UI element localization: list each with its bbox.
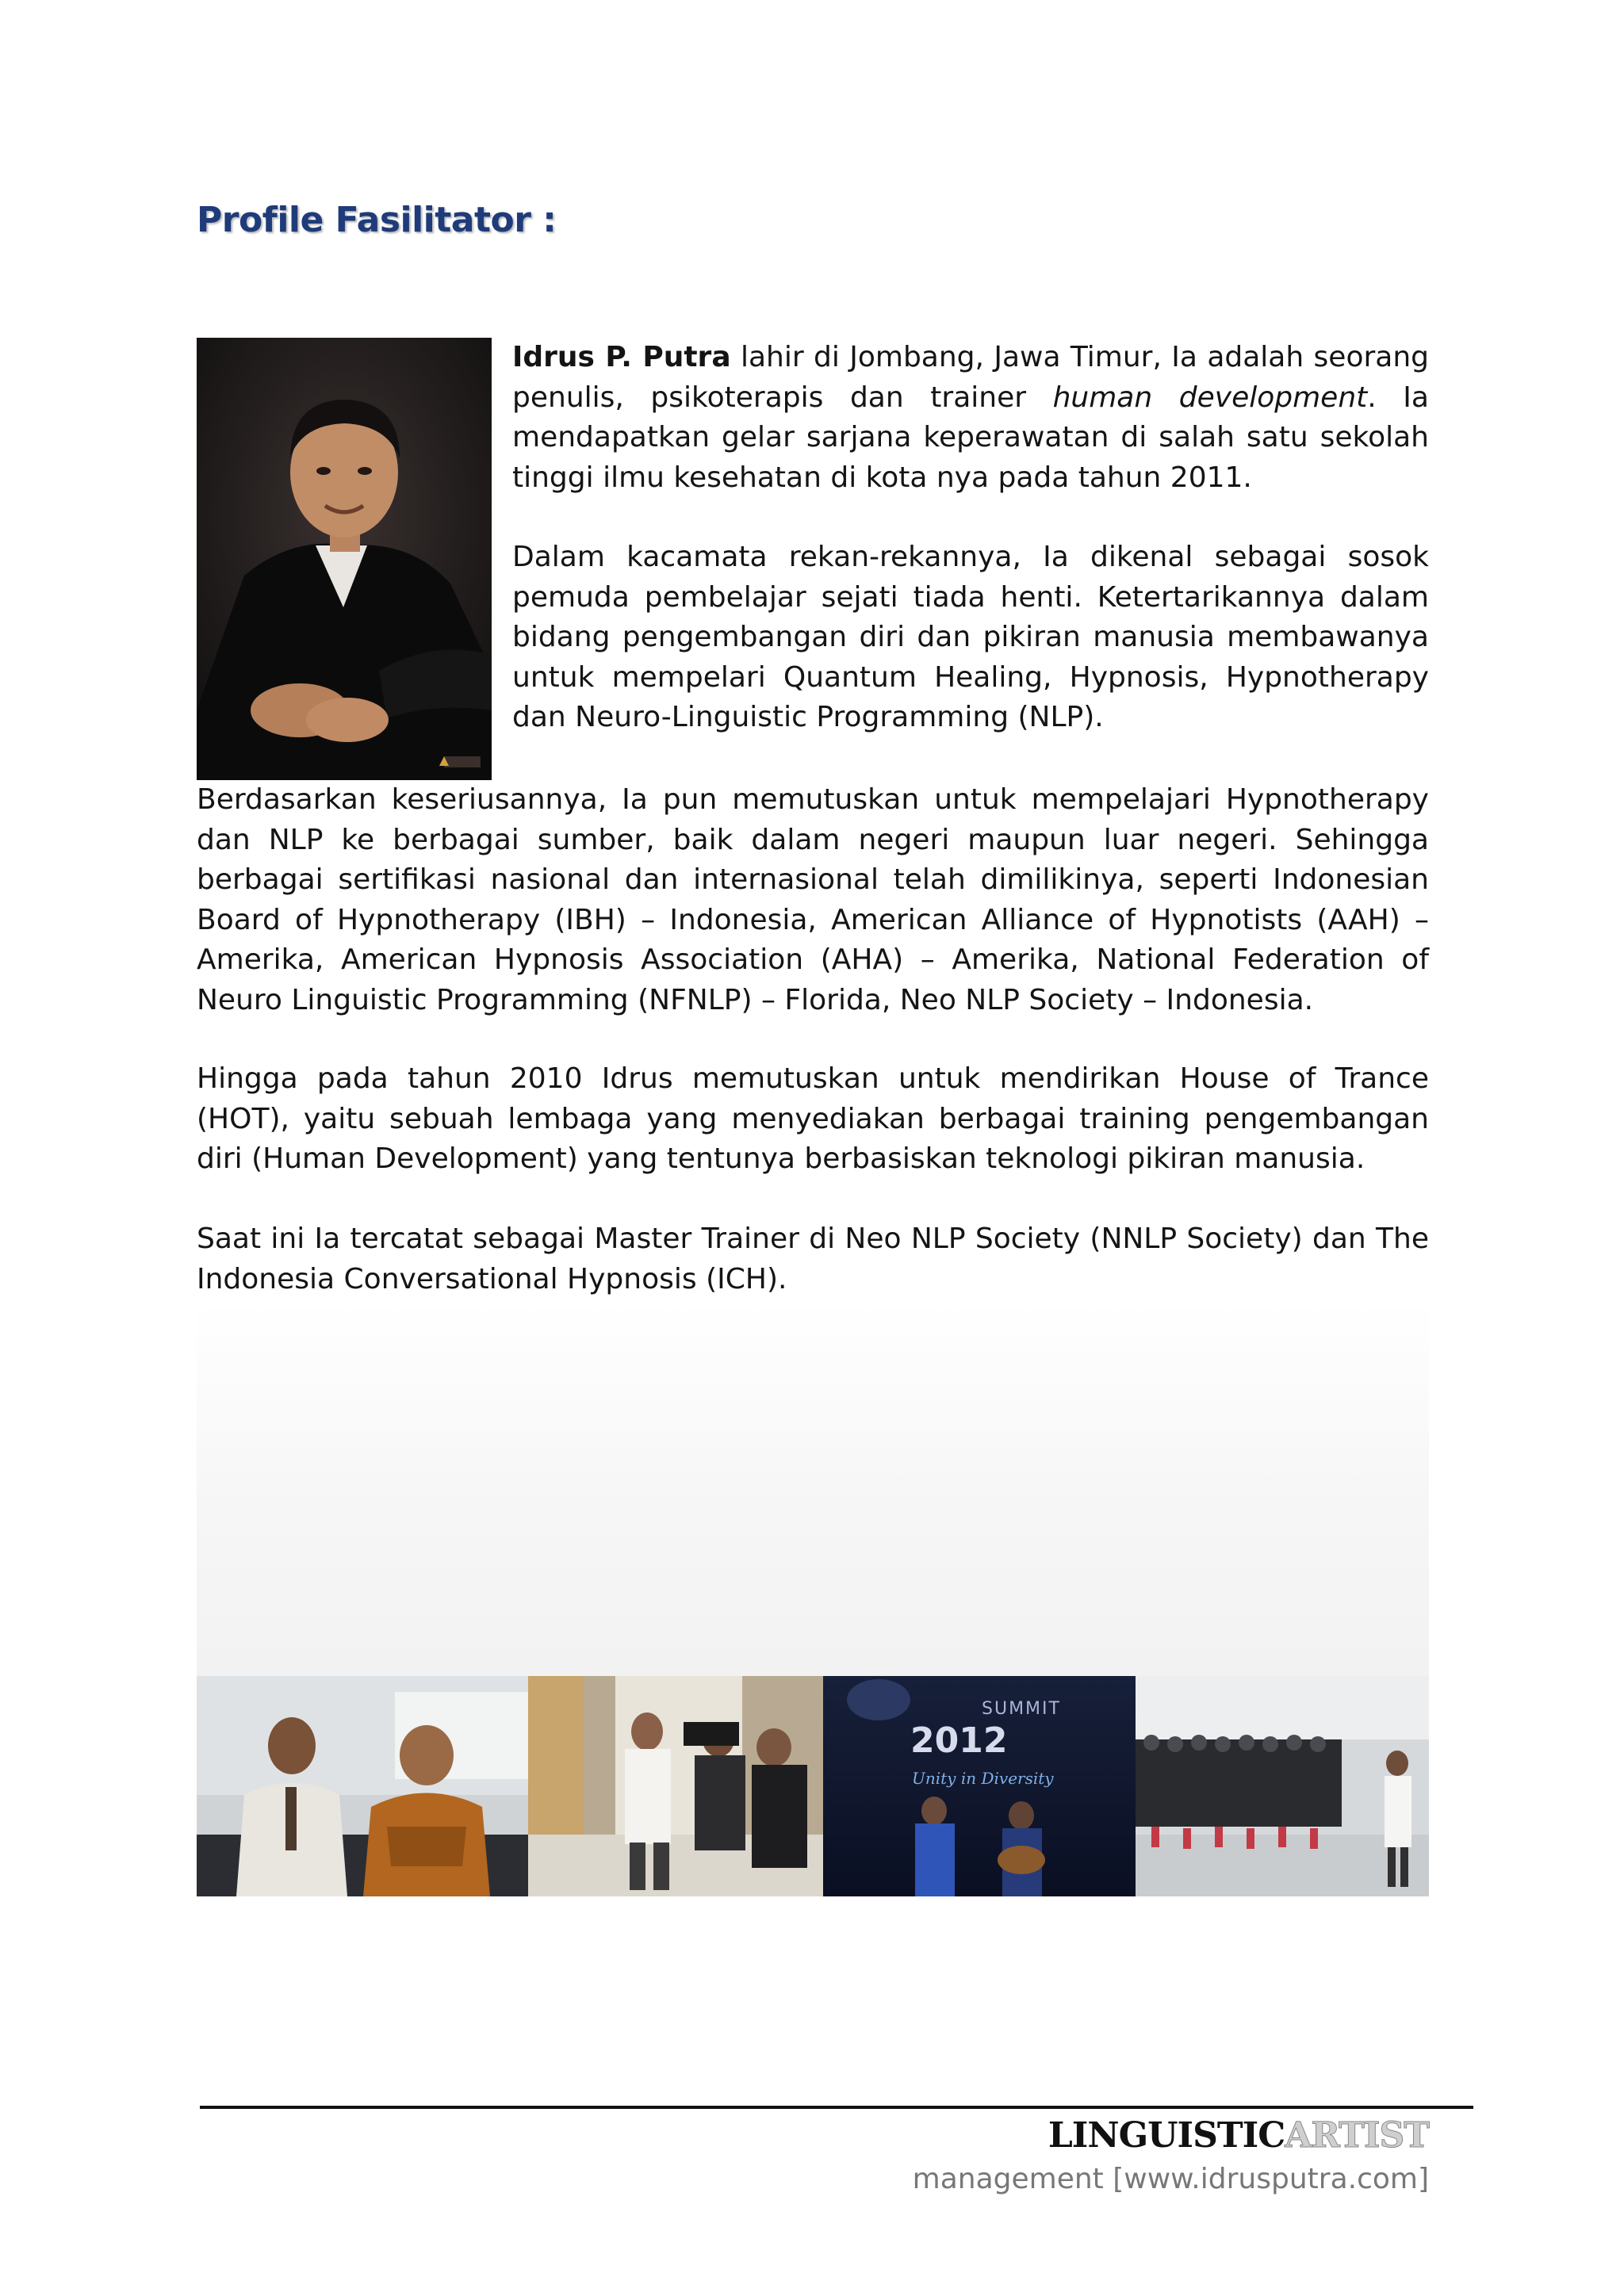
paragraph-current-role: Saat ini Ia tercatat sebagai Master Trainer di Neo NLP Society (NNLP Society) dan The Indonesia Conversational Hypnosis (ICH). bbox=[197, 1223, 1429, 1295]
photo-therapy-session bbox=[197, 1676, 528, 1896]
photo-strip bbox=[197, 1676, 1429, 1896]
facilitator-portrait bbox=[197, 338, 492, 780]
footer-rule bbox=[200, 2106, 1473, 2109]
paragraph-house-of-trance: Hingga pada tahun 2010 Idrus memutuskan untuk mendirikan House of Trance (HOT), yaitu sebuah lembaga yang menyediakan berbagai training pengembangan diri (Human Development) yang tentunya berbasiskan teknologi pikiran manusia. bbox=[197, 1062, 1429, 1175]
summit-banner: Unity in Diversity bbox=[912, 1769, 1054, 1788]
facilitator-name: Idrus P. Putra bbox=[512, 341, 731, 373]
summit-year: 2012 bbox=[910, 1720, 1008, 1761]
brand-logo: LINGUISTICARTIST bbox=[1048, 2115, 1429, 2156]
paragraph-certifications: Berdasarkan keseriusannya, Ia pun memutuskan untuk mempelajari Hypnotherapy dan NLP ke berbagai sumber, baik dalam negeri maupun luar negeri. Sehingga berbagai sertifikasi nasional dan internasional telah dimilikinya, seperti Indonesian Board of Hypnotherapy (IBH) – Indonesia, American Alliance of Hypnotists (AAH) – Amerika, American Hypnosis Association (AHA) – Amerika, National Federation of Neuro Linguistic Programming (NFNLP) – Florida, Neo NLP Society – Indonesia. bbox=[197, 783, 1429, 1016]
summit-sign: SUMMIT bbox=[982, 1699, 1061, 1719]
background-fade bbox=[197, 1300, 1429, 1676]
intro-paragraph: Idrus P. Putra lahir di Jombang, Jawa Timur, Ia adalah seorang penulis, psikoterapis dan trainer human development. Ia mendapatkan gelar sarjana keperawatan di salah satu sekolah tinggi ilmu kesehatan di kota nya pada tahun 2011. bbox=[512, 341, 1429, 494]
page-heading: Profile Fasilitator : bbox=[197, 200, 557, 240]
brand-subline: management [www.idrusputra.com] bbox=[912, 2163, 1429, 2195]
portrait-image bbox=[197, 338, 492, 780]
photo-summit-stage bbox=[823, 1676, 1136, 1896]
photo-media-interview bbox=[528, 1676, 823, 1896]
photo-audience-hall bbox=[1136, 1676, 1429, 1896]
paragraph-learning: Dalam kacamata rekan-rekannya, Ia dikenal sebagai sosok pemuda pembelajar sejati tiada henti. Ketertarikannya dalam bidang pengembangan diri dan pikiran manusia membawanya untuk mempelari Quantum Healing, Hypnosis, Hypnotherapy dan Neuro-Linguistic Programming (NLP). bbox=[512, 541, 1429, 733]
